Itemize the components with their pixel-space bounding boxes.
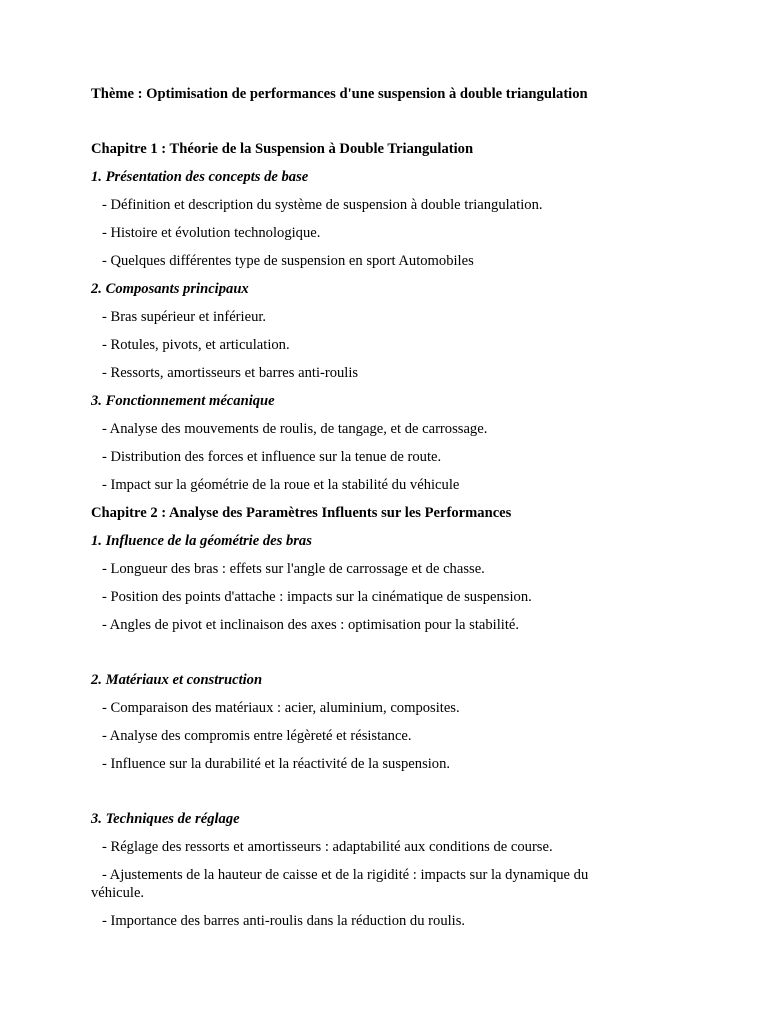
chapter-1-section-1-item-1: - Définition et description du système de suspension à double triangulation. bbox=[91, 197, 543, 213]
chapter-1-section-3-item-2: - Distribution des forces et influence sur la tenue de route. bbox=[91, 449, 442, 465]
chapter-1-section-3-item-1: - Analyse des mouvements de roulis, de tangage, et de carrossage. bbox=[91, 421, 488, 437]
chapter-1-section-1-title: 1. Présentation des concepts de base bbox=[91, 169, 309, 185]
chapter-1-section-2-item-3: - Ressorts, amortisseurs et barres anti-roulis bbox=[91, 365, 359, 381]
chapter-2-section-2-item-1: - Comparaison des matériaux : acier, aluminium, composites. bbox=[91, 700, 460, 716]
chapter-2-title: Chapitre 2 : Analyse des Paramètres Influents sur les Performances bbox=[91, 505, 512, 521]
chapter-2-section-2-item-3: - Influence sur la durabilité et la réactivité de la suspension. bbox=[91, 756, 451, 772]
chapter-1-section-1-item-3: - Quelques différentes type de suspension en sport Automobiles bbox=[91, 253, 474, 269]
chapter-2-section-2-item-2: - Analyse des compromis entre légèreté et résistance. bbox=[91, 728, 412, 744]
chapter-1-title: Chapitre 1 : Théorie de la Suspension à Double Triangulation bbox=[91, 141, 474, 157]
document-theme: Thème : Optimisation de performances d'une suspension à double triangulation bbox=[91, 86, 588, 102]
chapter-1-section-2-item-2: - Rotules, pivots, et articulation. bbox=[91, 337, 290, 353]
chapter-2-section-3-title: 3. Techniques de réglage bbox=[91, 811, 240, 827]
document-content bbox=[91, 85, 636, 940]
chapter-1-section-3-title: 3. Fonctionnement mécanique bbox=[91, 393, 275, 409]
chapter-1-section-3-item-3: - Impact sur la géométrie de la roue et la stabilité du véhicule bbox=[91, 477, 460, 493]
chapter-2-section-1-title: 1. Influence de la géométrie des bras bbox=[91, 533, 312, 549]
chapter-2-section-1-item-2: - Position des points d'attache : impacts sur la cinématique de suspension. bbox=[91, 589, 532, 605]
chapter-1-section-2-title: 2. Composants principaux bbox=[91, 281, 249, 297]
chapter-2-section-1-item-1: - Longueur des bras : effets sur l'angle de carrossage et de chasse. bbox=[91, 561, 485, 577]
chapter-2-section-3-item-1: - Réglage des ressorts et amortisseurs : adaptabilité aux conditions de course. bbox=[91, 839, 553, 855]
chapter-2-section-3-item-3: - Importance des barres anti-roulis dans la réduction du roulis. bbox=[91, 913, 466, 929]
chapter-1-section-2-item-1: - Bras supérieur et inférieur. bbox=[91, 309, 267, 325]
chapter-1-section-1-item-2: - Histoire et évolution technologique. bbox=[91, 225, 321, 241]
chapter-2-section-1-item-3: - Angles de pivot et inclinaison des axes : optimisation pour la stabilité. bbox=[91, 617, 520, 633]
chapter-2-section-3-item-2: - Ajustements de la hauteur de caisse et de la rigidité : impacts sur la dynamique du véhicule. bbox=[91, 867, 592, 901]
chapter-2-section-2-title: 2. Matériaux et construction bbox=[91, 672, 263, 688]
